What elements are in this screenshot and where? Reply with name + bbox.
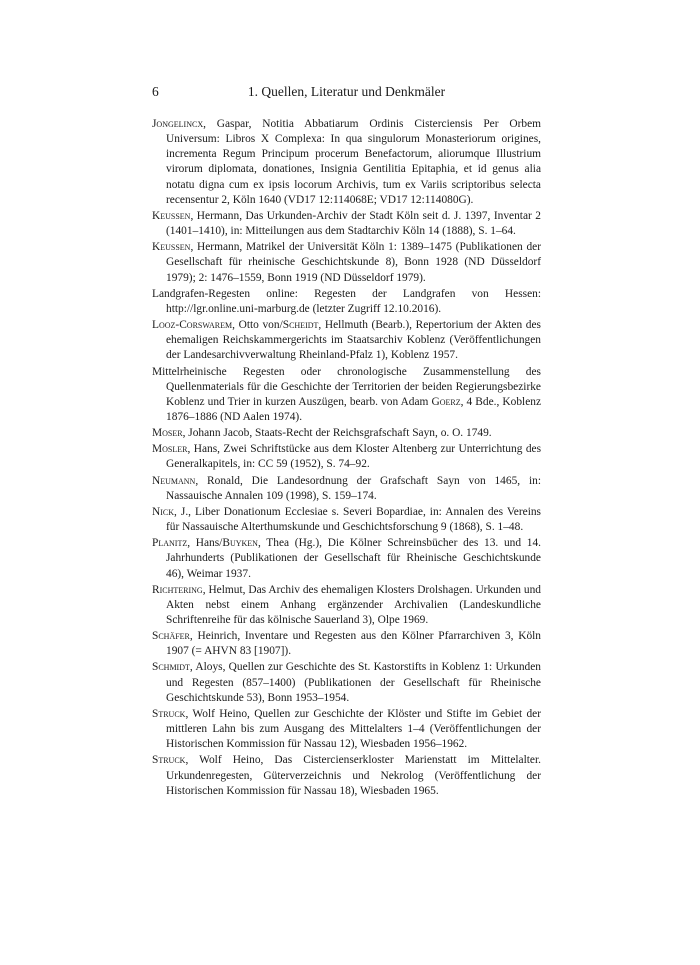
entry-author: Moser xyxy=(152,427,183,440)
bibliography-entry xyxy=(152,660,541,705)
entry-text: , Wolf Heino, Quellen zur Geschichte der Klöster und Stifte im Gebiet der mittleren Lahn bis zum Ausgang des Mittelalters 1–4 (Veröffentlichungen der Historischen Kommission für Nassau 12), Wiesbaden 1956–1962. xyxy=(166,707,541,751)
entry-author: Schäfer xyxy=(152,630,190,643)
entry-text-continued: , Thea (Hg.), Die Kölner Schreinsbücher des 13. und 14. Jahrhunderts (Publikationen der Gesellschaft für Rheinische Geschichtskunde 46), Weimar 1937. xyxy=(166,537,541,580)
entry-text: Landgrafen-Regesten online: Regesten der Landgrafen von Hessen: http://lgr.online.uni-marburg.de (letzter Zugriff 12.10.2016). xyxy=(152,287,541,315)
entry-text: , J., Liber Donationum Ecclesiae s. Severi Bopardiae, in: Annalen des Vereins für Nassauische Alterthumskunde und Geschichtsforschung 9 (1868), S. 1–48. xyxy=(166,505,541,534)
entry-text: , Otto von/ xyxy=(232,319,283,332)
entry-text: , Heinrich, Inventare und Regesten aus den Kölner Pfarrarchiven 3, Köln 1907 (= AHVN 83 [1907]). xyxy=(166,630,541,658)
page-number: 6 xyxy=(152,84,159,99)
entry-author: Schmidt xyxy=(152,661,190,674)
entry-author: Jongelincx xyxy=(152,118,204,130)
bibliography-entry xyxy=(152,583,541,628)
bibliography-list xyxy=(152,117,541,800)
entry-text-continued: , 4 Bde., Koblenz 1876–1886 (ND Aalen 1974). xyxy=(166,395,541,423)
bibliography-entry xyxy=(152,287,541,317)
entry-text-continued: , Hellmuth (Bearb.), Repertorium der Akten des ehemaligen Reichskammergerichts im Staatsarchiv Koblenz (Veröffentlichungen der Landesarchivverwaltung Rheinland-Pfalz 1), Koblenz 1957. xyxy=(166,319,541,362)
bibliography-entry xyxy=(152,474,541,504)
bibliography-entry xyxy=(152,365,541,426)
entry-text: , Helmut, Das Archiv des ehemaligen Klosters Drolshagen. Urkunden und Akten nebst einem Anhang ergänzender Archivalien (Landeskundliche Schriftenreihe für das kölnische Sauerland 3), Olpe 1969. xyxy=(166,583,541,626)
entry-editor: Goerz xyxy=(431,395,461,408)
entry-author: Keussen xyxy=(152,209,191,222)
entry-author: Keussen xyxy=(152,241,191,254)
bibliography-entry xyxy=(152,240,541,285)
entry-author: Struck xyxy=(152,707,186,720)
bibliography-entry xyxy=(152,707,541,752)
bibliography-entry xyxy=(152,117,541,208)
bibliography-entry xyxy=(152,505,541,535)
bibliography-entry xyxy=(152,629,541,659)
bibliography-entry xyxy=(152,209,541,239)
bibliography-entry xyxy=(152,426,541,441)
bibliography-entry xyxy=(152,536,541,581)
entry-text: , Hermann, Das Urkunden-Archiv der Stadt Köln seit d. J. 1397, Inventar 2 (1401–1410), in: Mitteilungen aus dem Stadtarchiv Köln 14 (1888), S. 1–64. xyxy=(166,209,541,238)
entry-text: , Hans/ xyxy=(187,537,223,550)
entry-author: Nick xyxy=(152,505,175,518)
entry-text: , Wolf Heino, Das Cistercienserkloster Marienstatt im Mittelalter. Urkundenregesten, Güterverzeichnis und Nekrolog (Veröffentlichung der Historischen Kommission für Nassau 18), Wiesbaden 1965. xyxy=(166,754,541,797)
entry-author: Mosler xyxy=(152,443,188,456)
entry-author: Neumann xyxy=(152,474,196,487)
running-title: 1. Quellen, Literatur und Denkmäler xyxy=(247,84,446,99)
entry-author: Planitz xyxy=(152,537,188,550)
entry-text: Mittelrheinische Regesten oder chronologische Zusammenstellung des Quellenmaterials für die Geschichte der Territorien der beiden Regierungsbezirke Koblenz und Trier in kurzen Auszügen, bearb. von Adam xyxy=(152,365,541,408)
bibliography-entry xyxy=(152,753,541,798)
entry-text: , Ronald, Die Landesordnung der Grafschaft Sayn von 1465, in: Nassauische Annalen 109 (1998), S. 159–174. xyxy=(166,474,541,502)
entry-text: , Hans, Zwei Schriftstücke aus dem Kloster Altenberg zur Unterrichtung des Generalkapitels, in: CC 59 (1952), S. 74–92. xyxy=(166,443,541,471)
entry-author: Richtering xyxy=(152,583,203,596)
entry-text: , Gaspar, Notitia Abbatiarum Ordinis Cisterciensis Per Orbem Universum: Libros X Complexa: In qua singulorum Monasteriorum origines, incrementa Regum Principum procerum Benefactorum, aliorumque Illustrium virorum diplomata, donationes, Insignia Gentilitia Epitaphia, et id genus alia notatu digna cum ex ipsis locorum Archivis, tum ex Variis scriptoribus selecta recensentur 2, Köln 1640 (VD17 12:114068E; VD17 12:114080G). xyxy=(166,118,541,206)
page-header xyxy=(152,84,541,104)
entry-coauthor: Buyken xyxy=(222,537,258,550)
entry-author: Looz-Corswarem xyxy=(152,319,233,332)
entry-text: , Aloys, Quellen zur Geschichte des St. Kastorstifts in Koblenz 1: Urkunden und Regesten (857–1400) (Publikationen der Gesellschaft für Rheinische Geschichtskunde 53), Bonn 1953–1954. xyxy=(166,661,541,704)
entry-author: Struck xyxy=(152,754,186,767)
bibliography-entry xyxy=(152,442,541,472)
entry-text: , Hermann, Matrikel der Universität Köln 1: 1389–1475 (Publikationen der Gesellschaft für rheinische Geschichtskunde 8), Bonn 1928 (ND Düsseldorf 1979); 2: 1476–1559, Bonn 1919 (ND Düsseldorf 1979). xyxy=(166,241,541,284)
entry-text: , Johann Jacob, Staats-Recht der Reichsgrafschaft Sayn, o. O. 1749. xyxy=(182,427,492,440)
bibliography-entry xyxy=(152,318,541,363)
entry-coauthor: Scheidt xyxy=(282,319,319,332)
